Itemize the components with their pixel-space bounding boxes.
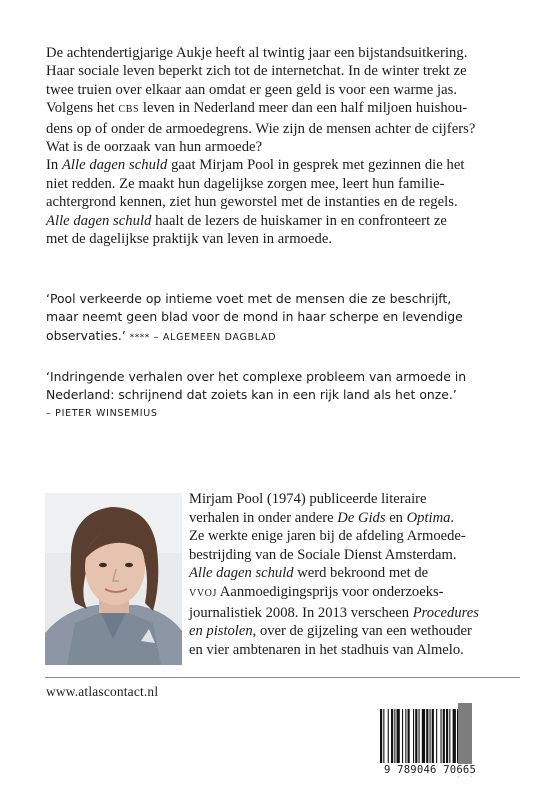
horizontal-rule [45,677,520,678]
barcode-bar [394,709,395,763]
barcode-bar [413,709,414,763]
book-title: Alle dagen schuld [61,157,168,174]
bio-line: bestrijding van de Sociale Dienst Amsterdam. [189,546,457,563]
barcode-bar [432,709,434,763]
bio-line [189,622,519,641]
barcode-bar [402,709,403,763]
barcode-bar [441,709,442,763]
blurb-line [46,99,496,119]
publication-title: De Gids [337,509,386,526]
barcode-bar [430,709,431,763]
rating-stars: **** [129,332,150,343]
publication-title: Optima [406,509,451,526]
bio-line [189,509,519,528]
quote-line: Nederland: schrijnend dat zoiets kan in een rijk land als het onze.’ [46,387,457,403]
blurb-text: Volgens het [46,100,119,117]
bio-line: en vier ambtenaren in het stadhuis van Almelo. [189,641,464,658]
back-cover-blurb [46,44,496,248]
quote-line: ‘Indringende verhalen over het complexe probleem van armoede in [46,369,467,384]
author-bio [189,490,519,659]
barcode-bar [422,709,425,763]
bio-line [189,564,519,583]
blurb-line: achtergrond kennen, ziet hun geworstel met de instanties en de regels. [46,194,458,211]
book-title: en pistolen [189,623,253,640]
barcode-bar [419,709,420,763]
bio-text: werd bekroond met de [293,565,429,582]
barcode-bar [426,709,428,763]
blurb-text: In [46,157,62,174]
barcode-bar [443,709,445,763]
author-portrait-icon [45,493,182,665]
barcode-bar [453,709,456,763]
vvoj-abbreviation: VVOJ [189,587,217,599]
blurb-line: niet redden. Ze maakt hun dagelijkse zorgen mee, leert hun familie- [46,175,445,192]
barcode-bar [449,709,450,763]
quote-line: ‘Pool verkeerde op intieme voet met de mensen die ze beschrijft, [46,291,452,306]
isbn-number: 9 789046 70665 [384,764,477,776]
barcode-bar [388,709,389,763]
bio-line [189,583,519,604]
review-quote-algemeen-dagblad [46,290,516,347]
quote-text: observaties.’ [46,327,126,343]
barcode-bar [408,709,410,763]
blurb-text: leven in Nederland meer dan een half miljoen huishou- [139,100,468,117]
quote-line: maar neemt geen blad voor de mond in haar scherpe en levendige [46,309,463,325]
bio-text: Aanmoedigingsprijs voor onderzoeks- [216,583,444,600]
bio-text: , over de gijzeling van een wethouder [252,623,472,640]
author-portrait-photo [45,493,182,665]
barcode-bar [436,709,437,763]
cbs-abbreviation: CBS [118,104,140,116]
blurb-text: gaat Mirjam Pool in gesprek met gezinnen die het [167,157,465,174]
barcode-bar [415,709,417,763]
book-title: Alle dagen schuld [189,565,294,582]
barcode-bar [391,709,393,763]
barcode-icon [374,707,492,765]
barcode-bar [380,709,382,763]
barcode-bar [405,709,406,763]
bio-line: Mirjam Pool (1974) publiceerde literaire [189,491,427,507]
bio-text: en [385,509,407,526]
bio-text: . [450,509,455,526]
quote-source: – ALGEMEEN DAGBLAD [153,331,277,343]
bio-line [189,604,519,623]
barcode-bar [397,709,400,763]
quote-source: – PIETER WINSEMIUS [46,407,158,419]
blurb-line: Wat is de oorzaak van hun armoede? [46,139,263,156]
book-title: Alle dagen schuld [46,212,152,229]
bio-text: verhalen in onder andere [189,509,338,526]
blurb-text: haalt de lezers de huiskamer in en confronteert ze [151,212,447,229]
blurb-line: met de dagelijkse praktijk van leven in armoede. [46,231,333,248]
bio-text: journalistiek 2008. In 2013 verscheen [189,604,413,621]
quote-line [46,327,516,347]
barcode-bar [457,709,458,763]
book-title: Procedures [412,604,479,621]
barcode-bar [383,709,384,763]
publisher-website: www.atlascontact.nl [46,684,159,699]
blurb-line [46,212,496,230]
barcode-bar [446,709,448,763]
review-quote-pieter-winsemius [46,368,516,423]
blurb-line: twee truien over elkaar aan omdat er geen geld is voor een warme jas. [46,81,458,98]
blurb-line [46,156,496,174]
bio-line: Ze werkte enige jaren bij de afdeling Armoede- [189,528,466,545]
blurb-line: dens op of onder de armoedegrens. Wie zijn de mensen achter de cijfers? [46,120,476,137]
blurb-line: Haar sociale leven beperkt zich tot de internetchat. In de winter trekt ze [46,63,467,80]
blurb-line: De achtendertigjarige Aukje heeft al twintig jaar een bijstandsuitkering. [46,45,468,61]
